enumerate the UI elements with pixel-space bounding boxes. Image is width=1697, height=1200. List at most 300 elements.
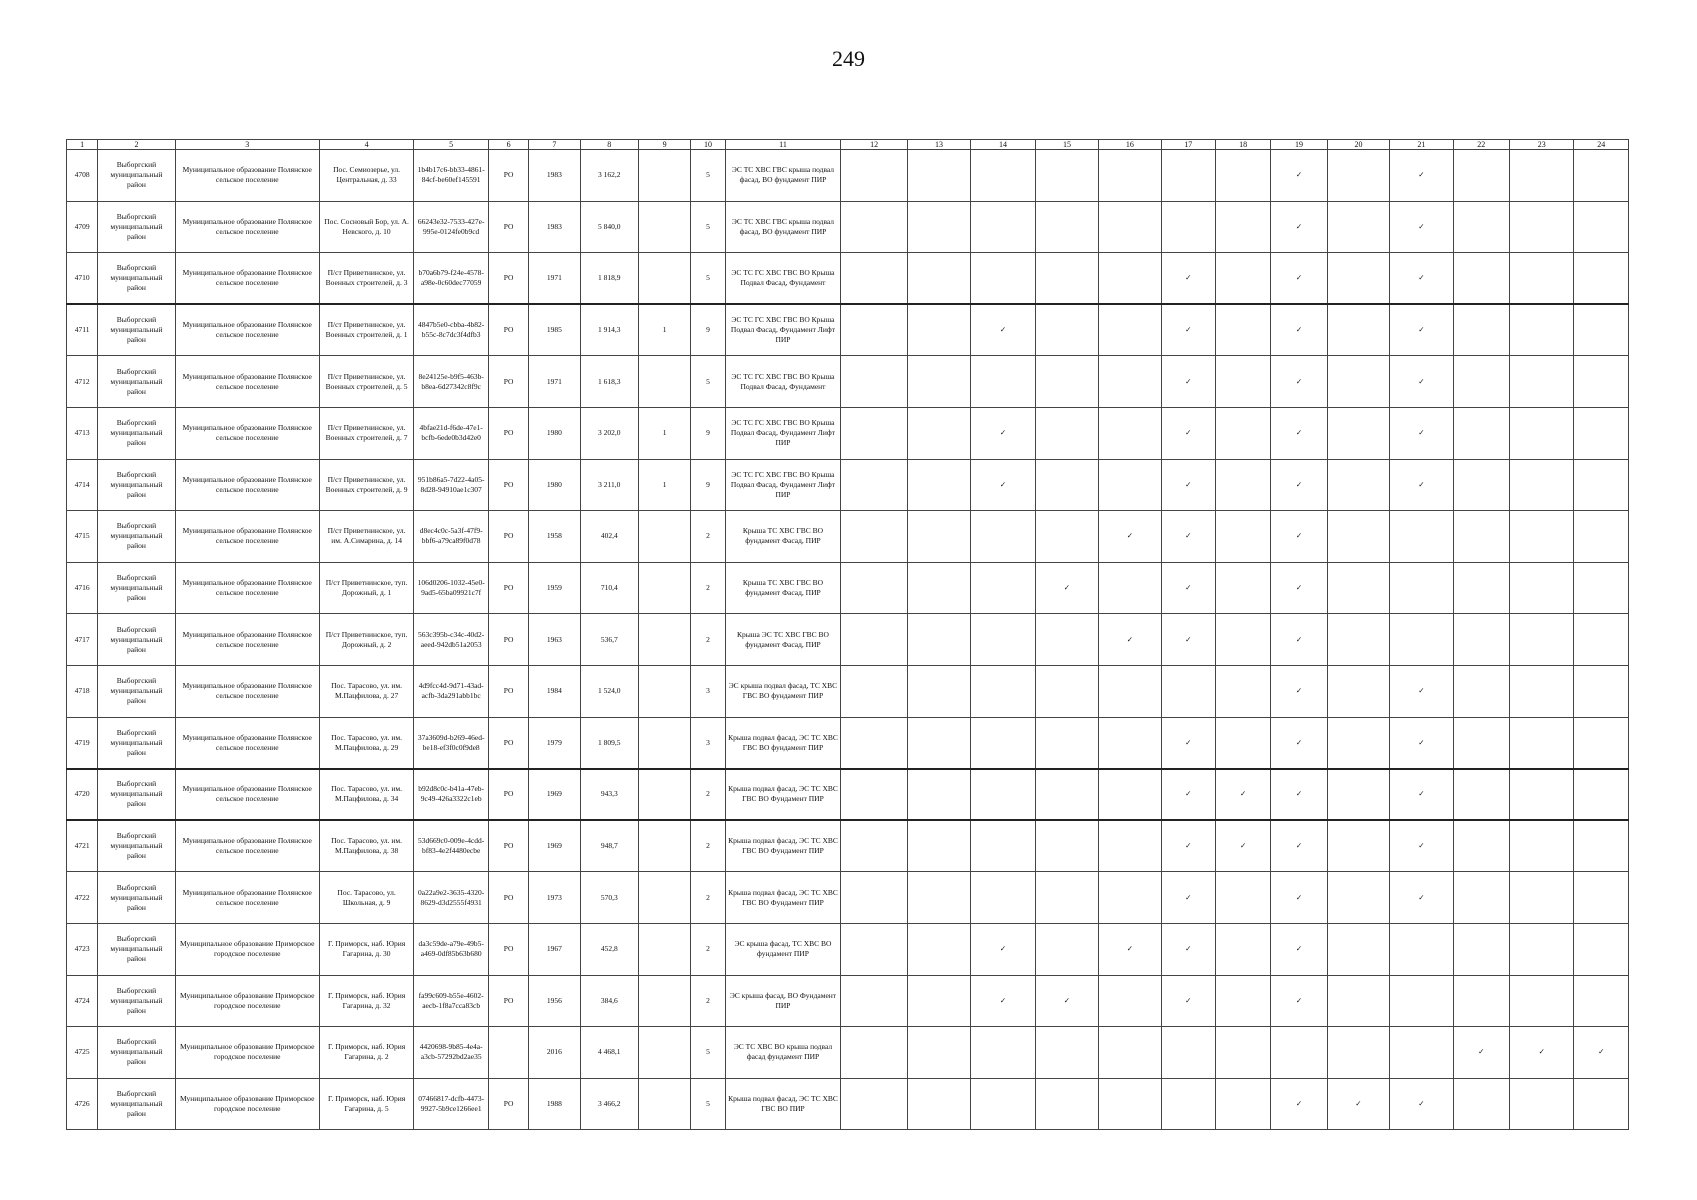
- construction-year-cell: 1983: [529, 150, 580, 202]
- empty-work-cell: [1327, 356, 1389, 408]
- check-mark-icon: ✓: [1215, 820, 1270, 872]
- empty-work-cell: [1574, 201, 1629, 253]
- empty-work-cell: [1035, 769, 1098, 821]
- empty-work-cell: [1099, 975, 1161, 1027]
- row-number-cell: 4720: [67, 769, 98, 821]
- house-guid-cell: 4847b5e0-cbba-4b82-b55c-8c7dc3f4dfb3: [414, 304, 489, 356]
- address-cell: П/ст Приветнинское, туп. Дорожный, д. 1: [319, 562, 414, 614]
- check-mark-icon: ✓: [1099, 511, 1161, 563]
- area-cell: 452,8: [580, 923, 638, 975]
- empty-work-cell: [1510, 304, 1574, 356]
- municipality-cell: Муниципальное образование Полянское сельское поселение: [175, 304, 319, 356]
- empty-work-cell: [1574, 872, 1629, 924]
- check-mark-icon: ✓: [1271, 407, 1327, 459]
- empty-work-cell: [1510, 975, 1574, 1027]
- check-mark-icon: ✓: [1390, 459, 1453, 511]
- empty-work-cell: [1035, 820, 1098, 872]
- table-row: [67, 304, 1629, 356]
- empty-work-cell: [1390, 614, 1453, 666]
- check-mark-icon: ✓: [1271, 1078, 1327, 1130]
- management-form-cell: РО: [488, 356, 528, 408]
- check-mark-icon: ✓: [1390, 769, 1453, 821]
- elevator-count-cell: [638, 1078, 690, 1130]
- empty-work-cell: [907, 1078, 970, 1130]
- floors-cell: 5: [691, 253, 725, 305]
- check-mark-icon: ✓: [1161, 820, 1215, 872]
- works-list-cell: ЭС крыша подвал фасад, ТС ХВС ГВС ВО фундамент ПИР: [725, 665, 841, 717]
- empty-work-cell: [1215, 407, 1270, 459]
- empty-work-cell: [1510, 459, 1574, 511]
- address-cell: П/ст Приветнинское, ул. Военных строителей, д. 1: [319, 304, 414, 356]
- empty-work-cell: [841, 253, 907, 305]
- column-number-header: 24: [1574, 140, 1629, 150]
- management-form-cell: РО: [488, 872, 528, 924]
- empty-work-cell: [1327, 511, 1389, 563]
- check-mark-icon: ✓: [1271, 201, 1327, 253]
- empty-work-cell: [1574, 975, 1629, 1027]
- check-mark-icon: ✓: [1271, 459, 1327, 511]
- empty-work-cell: [1574, 407, 1629, 459]
- empty-work-cell: [1327, 614, 1389, 666]
- empty-work-cell: [841, 407, 907, 459]
- check-mark-icon: ✓: [1099, 923, 1161, 975]
- empty-work-cell: [1390, 923, 1453, 975]
- column-number-header: 14: [971, 140, 1035, 150]
- empty-work-cell: [907, 407, 970, 459]
- empty-work-cell: [841, 1027, 907, 1079]
- empty-work-cell: [1215, 614, 1270, 666]
- check-mark-icon: ✓: [1161, 872, 1215, 924]
- elevator-count-cell: [638, 1027, 690, 1079]
- district-cell: Выборгский муниципальный район: [98, 150, 176, 202]
- check-mark-icon: ✓: [1161, 975, 1215, 1027]
- empty-work-cell: [907, 975, 970, 1027]
- empty-work-cell: [1215, 717, 1270, 769]
- floors-cell: 9: [691, 407, 725, 459]
- empty-work-cell: [1215, 511, 1270, 563]
- construction-year-cell: 1980: [529, 459, 580, 511]
- empty-work-cell: [971, 562, 1035, 614]
- works-list-cell: ЭС ТС ГС ХВС ГВС ВО Крыша Подвал Фасад, Фундамент: [725, 356, 841, 408]
- area-cell: 710,4: [580, 562, 638, 614]
- construction-year-cell: 1983: [529, 201, 580, 253]
- empty-work-cell: [971, 769, 1035, 821]
- empty-work-cell: [1510, 407, 1574, 459]
- municipality-cell: Муниципальное образование Приморское городское поселение: [175, 1027, 319, 1079]
- management-form-cell: РО: [488, 975, 528, 1027]
- construction-year-cell: 1956: [529, 975, 580, 1027]
- row-number-cell: 4716: [67, 562, 98, 614]
- empty-work-cell: [1271, 1027, 1327, 1079]
- empty-work-cell: [1099, 459, 1161, 511]
- empty-work-cell: [971, 717, 1035, 769]
- address-cell: Г. Приморск, наб. Юрия Гагарина, д. 5: [319, 1078, 414, 1130]
- construction-year-cell: 1979: [529, 717, 580, 769]
- works-list-cell: ЭС ТС ГС ХВС ГВС ВО Крыша Подвал Фасад, Фундамент: [725, 253, 841, 305]
- empty-work-cell: [1510, 511, 1574, 563]
- floors-cell: 5: [691, 1078, 725, 1130]
- empty-work-cell: [841, 459, 907, 511]
- floors-cell: 3: [691, 717, 725, 769]
- elevator-count-cell: [638, 769, 690, 821]
- empty-work-cell: [1215, 150, 1270, 202]
- municipality-cell: Муниципальное образование Полянское сельское поселение: [175, 820, 319, 872]
- empty-work-cell: [1510, 923, 1574, 975]
- empty-work-cell: [841, 201, 907, 253]
- empty-work-cell: [1327, 665, 1389, 717]
- check-mark-icon: ✓: [971, 407, 1035, 459]
- column-number-header: 15: [1035, 140, 1098, 150]
- works-list-cell: Крыша подвал фасад, ЭС ТС ХВС ГВС ВО Фундамент ПИР: [725, 820, 841, 872]
- empty-work-cell: [1327, 717, 1389, 769]
- empty-work-cell: [1390, 975, 1453, 1027]
- area-cell: 1 818,9: [580, 253, 638, 305]
- area-cell: 3 162,2: [580, 150, 638, 202]
- management-form-cell: РО: [488, 150, 528, 202]
- empty-work-cell: [841, 769, 907, 821]
- row-number-cell: 4724: [67, 975, 98, 1027]
- empty-work-cell: [1327, 923, 1389, 975]
- management-form-cell: РО: [488, 562, 528, 614]
- check-mark-icon: ✓: [1390, 665, 1453, 717]
- address-cell: Пос. Семиозерье, ул. Центральная, д. 33: [319, 150, 414, 202]
- check-mark-icon: ✓: [1453, 1027, 1509, 1079]
- empty-work-cell: [1099, 769, 1161, 821]
- works-list-cell: Крыша ТС ХВС ГВС ВО фундамент Фасад, ПИР: [725, 511, 841, 563]
- area-cell: 948,7: [580, 820, 638, 872]
- municipality-cell: Муниципальное образование Полянское сельское поселение: [175, 717, 319, 769]
- empty-work-cell: [1161, 150, 1215, 202]
- empty-work-cell: [907, 459, 970, 511]
- elevator-count-cell: [638, 614, 690, 666]
- floors-cell: 2: [691, 511, 725, 563]
- check-mark-icon: ✓: [1271, 872, 1327, 924]
- district-cell: Выборгский муниципальный район: [98, 1027, 176, 1079]
- empty-work-cell: [1215, 665, 1270, 717]
- district-cell: Выборгский муниципальный район: [98, 923, 176, 975]
- column-number-header: 7: [529, 140, 580, 150]
- works-list-cell: Крыша подвал фасад, ЭС ТС ХВС ГВС ВО Фундамент ПИР: [725, 872, 841, 924]
- municipality-cell: Муниципальное образование Полянское сельское поселение: [175, 150, 319, 202]
- management-form-cell: РО: [488, 253, 528, 305]
- table-row: [67, 717, 1629, 769]
- empty-work-cell: [907, 201, 970, 253]
- empty-work-cell: [1099, 304, 1161, 356]
- works-list-cell: Крыша ЭС ТС ХВС ГВС ВО фундамент Фасад, ПИР: [725, 614, 841, 666]
- empty-work-cell: [971, 1027, 1035, 1079]
- area-cell: 3 202,0: [580, 407, 638, 459]
- management-form-cell: РО: [488, 820, 528, 872]
- check-mark-icon: ✓: [1161, 923, 1215, 975]
- construction-year-cell: 2016: [529, 1027, 580, 1079]
- district-cell: Выборгский муниципальный район: [98, 562, 176, 614]
- check-mark-icon: ✓: [1271, 562, 1327, 614]
- empty-work-cell: [1510, 150, 1574, 202]
- row-number-cell: 4709: [67, 201, 98, 253]
- municipality-cell: Муниципальное образование Полянское сельское поселение: [175, 407, 319, 459]
- empty-work-cell: [1215, 562, 1270, 614]
- elevator-count-cell: [638, 511, 690, 563]
- column-number-header: 19: [1271, 140, 1327, 150]
- empty-work-cell: [1035, 356, 1098, 408]
- check-mark-icon: ✓: [1161, 356, 1215, 408]
- check-mark-icon: ✓: [1035, 562, 1098, 614]
- municipality-cell: Муниципальное образование Полянское сельское поселение: [175, 511, 319, 563]
- house-guid-cell: 66243e32-7533-427e-995e-0124fe0b9cd: [414, 201, 489, 253]
- district-cell: Выборгский муниципальный район: [98, 201, 176, 253]
- table-row: [67, 407, 1629, 459]
- check-mark-icon: ✓: [1390, 201, 1453, 253]
- column-number-header: 11: [725, 140, 841, 150]
- empty-work-cell: [841, 562, 907, 614]
- table-row: [67, 923, 1629, 975]
- works-list-cell: Крыша подвал фасад, ЭС ТС ХВС ГВС ВО ПИР: [725, 1078, 841, 1130]
- empty-work-cell: [907, 820, 970, 872]
- table-row: [67, 562, 1629, 614]
- house-guid-cell: 8e24125e-b9f5-463b-b8ea-6d27342c8f9c: [414, 356, 489, 408]
- check-mark-icon: ✓: [1390, 253, 1453, 305]
- empty-work-cell: [971, 150, 1035, 202]
- empty-work-cell: [1099, 562, 1161, 614]
- table-row: [67, 820, 1629, 872]
- empty-work-cell: [1099, 201, 1161, 253]
- floors-cell: 2: [691, 562, 725, 614]
- house-guid-cell: b70a6b79-f24e-4578-a98e-0c60dec77059: [414, 253, 489, 305]
- empty-work-cell: [1327, 304, 1389, 356]
- empty-work-cell: [1099, 1027, 1161, 1079]
- check-mark-icon: ✓: [1161, 304, 1215, 356]
- floors-cell: 9: [691, 304, 725, 356]
- elevator-count-cell: [638, 717, 690, 769]
- row-number-cell: 4722: [67, 872, 98, 924]
- check-mark-icon: ✓: [1327, 1078, 1389, 1130]
- check-mark-icon: ✓: [1161, 253, 1215, 305]
- address-cell: Г. Приморск, наб. Юрия Гагарина, д. 32: [319, 975, 414, 1027]
- empty-work-cell: [1510, 562, 1574, 614]
- empty-work-cell: [1215, 872, 1270, 924]
- empty-work-cell: [1510, 717, 1574, 769]
- works-list-cell: Крыша подвал фасад, ЭС ТС ХВС ГВС ВО Фундамент ПИР: [725, 769, 841, 821]
- check-mark-icon: ✓: [971, 459, 1035, 511]
- row-number-cell: 4726: [67, 1078, 98, 1130]
- works-list-cell: ЭС ТС ГС ХВС ГВС ВО Крыша Подвал Фасад, Фундамент Лифт ПИР: [725, 407, 841, 459]
- municipality-cell: Муниципальное образование Приморское городское поселение: [175, 1078, 319, 1130]
- row-number-cell: 4708: [67, 150, 98, 202]
- elevator-count-cell: [638, 872, 690, 924]
- house-guid-cell: 563c395b-c34c-40d2-aeed-942db51a2053: [414, 614, 489, 666]
- empty-work-cell: [907, 356, 970, 408]
- address-cell: П/ст Приветнинское, ул. Военных строителей, д. 3: [319, 253, 414, 305]
- empty-work-cell: [971, 511, 1035, 563]
- row-number-cell: 4721: [67, 820, 98, 872]
- empty-work-cell: [1035, 1078, 1098, 1130]
- empty-work-cell: [1327, 769, 1389, 821]
- floors-cell: 5: [691, 150, 725, 202]
- empty-work-cell: [1574, 665, 1629, 717]
- management-form-cell: РО: [488, 459, 528, 511]
- area-cell: 3 211,0: [580, 459, 638, 511]
- area-cell: 570,3: [580, 872, 638, 924]
- check-mark-icon: ✓: [1161, 614, 1215, 666]
- empty-work-cell: [1215, 253, 1270, 305]
- empty-work-cell: [971, 201, 1035, 253]
- elevator-count-cell: [638, 820, 690, 872]
- empty-work-cell: [1035, 717, 1098, 769]
- empty-work-cell: [1035, 614, 1098, 666]
- floors-cell: 5: [691, 201, 725, 253]
- house-guid-cell: da3c59de-a79e-49b5-a469-0df85b63b680: [414, 923, 489, 975]
- empty-work-cell: [1453, 1078, 1509, 1130]
- elevator-count-cell: [638, 150, 690, 202]
- table-row: [67, 769, 1629, 821]
- construction-year-cell: 1958: [529, 511, 580, 563]
- empty-work-cell: [1035, 511, 1098, 563]
- check-mark-icon: ✓: [1271, 975, 1327, 1027]
- check-mark-icon: ✓: [971, 975, 1035, 1027]
- district-cell: Выборгский муниципальный район: [98, 304, 176, 356]
- municipality-cell: Муниципальное образование Полянское сельское поселение: [175, 253, 319, 305]
- management-form-cell: РО: [488, 614, 528, 666]
- column-number-header: 3: [175, 140, 319, 150]
- works-list-cell: ЭС крыша фасад, ВО Фундамент ПИР: [725, 975, 841, 1027]
- column-number-header: 18: [1215, 140, 1270, 150]
- empty-work-cell: [1390, 511, 1453, 563]
- address-cell: П/ст Приветнинское, ул. Военных строителей, д. 7: [319, 407, 414, 459]
- address-cell: Пос. Тарасово, ул. им. М.Пацфилова, д. 27: [319, 665, 414, 717]
- floors-cell: 2: [691, 614, 725, 666]
- house-guid-cell: 53d669c0-009e-4cdd-bf83-4e2f4480ecbe: [414, 820, 489, 872]
- empty-work-cell: [1510, 872, 1574, 924]
- empty-work-cell: [1510, 253, 1574, 305]
- table-row: [67, 511, 1629, 563]
- management-form-cell: РО: [488, 1078, 528, 1130]
- check-mark-icon: ✓: [1161, 562, 1215, 614]
- empty-work-cell: [1574, 769, 1629, 821]
- empty-work-cell: [1510, 769, 1574, 821]
- empty-work-cell: [1510, 820, 1574, 872]
- empty-work-cell: [971, 1078, 1035, 1130]
- empty-work-cell: [907, 614, 970, 666]
- management-form-cell: РО: [488, 511, 528, 563]
- floors-cell: 2: [691, 872, 725, 924]
- empty-work-cell: [1327, 975, 1389, 1027]
- check-mark-icon: ✓: [1271, 820, 1327, 872]
- empty-work-cell: [1161, 1027, 1215, 1079]
- table-row: [67, 150, 1629, 202]
- elevator-count-cell: [638, 665, 690, 717]
- management-form-cell: РО: [488, 769, 528, 821]
- empty-work-cell: [971, 820, 1035, 872]
- row-number-cell: 4712: [67, 356, 98, 408]
- address-cell: Пос. Тарасово, ул. им. М.Пацфилова, д. 29: [319, 717, 414, 769]
- column-number-header: 9: [638, 140, 690, 150]
- table-row: [67, 975, 1629, 1027]
- construction-year-cell: 1985: [529, 304, 580, 356]
- empty-work-cell: [907, 253, 970, 305]
- check-mark-icon: ✓: [1390, 407, 1453, 459]
- empty-work-cell: [1035, 304, 1098, 356]
- municipality-cell: Муниципальное образование Полянское сельское поселение: [175, 562, 319, 614]
- table-row: [67, 253, 1629, 305]
- works-list-cell: Крыша ТС ХВС ГВС ВО фундамент Фасад, ПИР: [725, 562, 841, 614]
- empty-work-cell: [1453, 253, 1509, 305]
- check-mark-icon: ✓: [1161, 407, 1215, 459]
- address-cell: Пос. Тарасово, ул. им. М.Пацфилова, д. 34: [319, 769, 414, 821]
- check-mark-icon: ✓: [1035, 975, 1098, 1027]
- house-guid-cell: 1b4b17c6-bb33-4861-84cf-be60ef145591: [414, 150, 489, 202]
- check-mark-icon: ✓: [1271, 253, 1327, 305]
- empty-work-cell: [1327, 459, 1389, 511]
- empty-work-cell: [1574, 150, 1629, 202]
- works-list-cell: ЭС ТС ГС ХВС ГВС ВО Крыша Подвал Фасад, Фундамент Лифт ПИР: [725, 304, 841, 356]
- area-cell: 536,7: [580, 614, 638, 666]
- check-mark-icon: ✓: [1510, 1027, 1574, 1079]
- empty-work-cell: [1099, 665, 1161, 717]
- empty-work-cell: [1035, 872, 1098, 924]
- table-row: [67, 201, 1629, 253]
- empty-work-cell: [1510, 356, 1574, 408]
- address-cell: П/ст Приветнинское, ул. им. А.Симарина, д. 14: [319, 511, 414, 563]
- check-mark-icon: ✓: [1161, 769, 1215, 821]
- empty-work-cell: [971, 253, 1035, 305]
- check-mark-icon: ✓: [1390, 356, 1453, 408]
- empty-work-cell: [1453, 562, 1509, 614]
- row-number-cell: 4717: [67, 614, 98, 666]
- management-form-cell: РО: [488, 201, 528, 253]
- floors-cell: 5: [691, 356, 725, 408]
- empty-work-cell: [1035, 923, 1098, 975]
- district-cell: Выборгский муниципальный район: [98, 820, 176, 872]
- empty-work-cell: [971, 665, 1035, 717]
- empty-work-cell: [1327, 820, 1389, 872]
- area-cell: 402,4: [580, 511, 638, 563]
- construction-year-cell: 1969: [529, 769, 580, 821]
- check-mark-icon: ✓: [1390, 820, 1453, 872]
- district-cell: Выборгский муниципальный район: [98, 665, 176, 717]
- management-form-cell: РО: [488, 717, 528, 769]
- house-guid-cell: b92d8c0c-b41a-47eb-9c49-426a3322c1eb: [414, 769, 489, 821]
- construction-year-cell: 1973: [529, 872, 580, 924]
- empty-work-cell: [1035, 253, 1098, 305]
- works-list-cell: Крыша подвал фасад, ЭС ТС ХВС ГВС ВО фундамент ПИР: [725, 717, 841, 769]
- floors-cell: 3: [691, 665, 725, 717]
- district-cell: Выборгский муниципальный район: [98, 872, 176, 924]
- construction-year-cell: 1967: [529, 923, 580, 975]
- empty-work-cell: [1574, 923, 1629, 975]
- check-mark-icon: ✓: [1271, 923, 1327, 975]
- empty-work-cell: [907, 872, 970, 924]
- address-cell: Пос. Сосновый Бор, ул. А. Невского, д. 10: [319, 201, 414, 253]
- floors-cell: 2: [691, 923, 725, 975]
- address-cell: Г. Приморск, наб. Юрия Гагарина, д. 30: [319, 923, 414, 975]
- construction-year-cell: 1959: [529, 562, 580, 614]
- house-guid-cell: 4420698-9b85-4e4a-a3cb-57292bd2ae35: [414, 1027, 489, 1079]
- empty-work-cell: [1327, 1027, 1389, 1079]
- empty-work-cell: [841, 665, 907, 717]
- table-row: [67, 1027, 1629, 1079]
- empty-work-cell: [841, 717, 907, 769]
- table-row: [67, 356, 1629, 408]
- empty-work-cell: [907, 1027, 970, 1079]
- municipality-cell: Муниципальное образование Приморское городское поселение: [175, 923, 319, 975]
- column-number-header: 10: [691, 140, 725, 150]
- empty-work-cell: [1453, 614, 1509, 666]
- area-cell: 384,6: [580, 975, 638, 1027]
- floors-cell: 2: [691, 820, 725, 872]
- house-guid-cell: 106d0206-1032-45e0-9ad5-65ba09921c7f: [414, 562, 489, 614]
- empty-work-cell: [1035, 150, 1098, 202]
- district-cell: Выборгский муниципальный район: [98, 459, 176, 511]
